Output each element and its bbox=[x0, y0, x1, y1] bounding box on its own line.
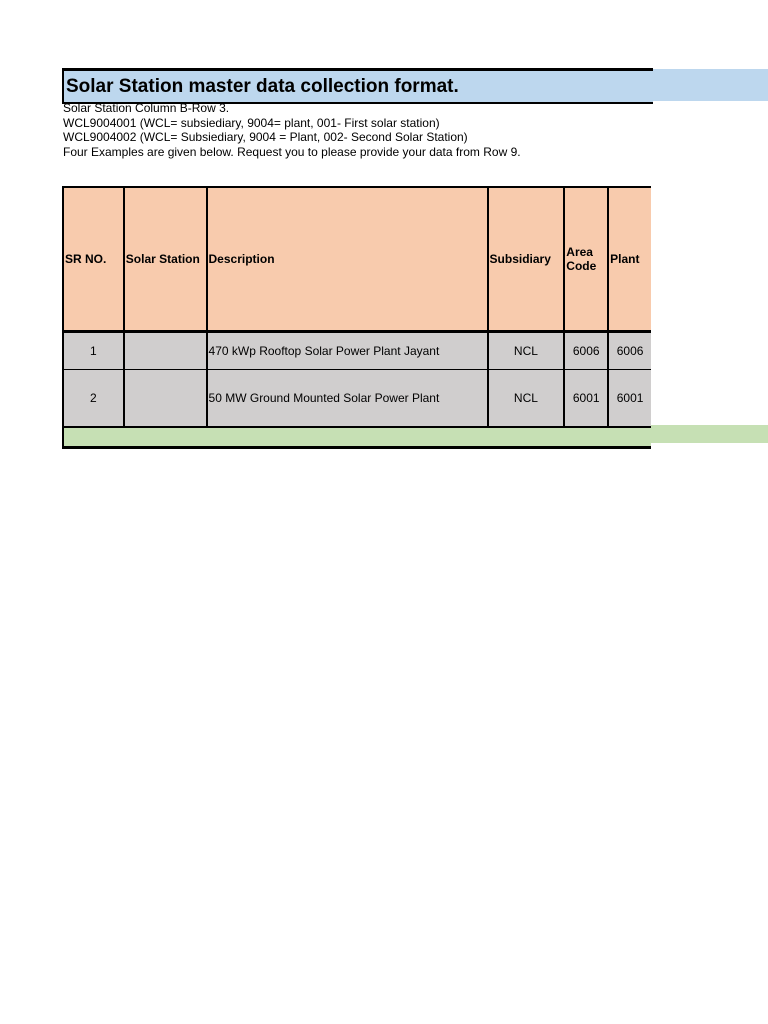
footer-row[interactable] bbox=[62, 428, 651, 449]
master-data-table bbox=[62, 186, 651, 449]
instructions-block bbox=[63, 101, 521, 159]
header-solar-station[interactable]: Solar Station bbox=[125, 188, 208, 330]
note-line[interactable]: WCL9004002 (WCL= Subsiediary, 9004 = Plant, 002- Second Solar Station) bbox=[63, 130, 468, 144]
cell-subsidiary[interactable]: NCL bbox=[489, 370, 566, 426]
header-sr-no[interactable]: SR NO. bbox=[64, 188, 125, 330]
cell-sr-no[interactable]: 2 bbox=[64, 370, 125, 426]
table-row bbox=[62, 333, 651, 370]
cell-solar-station[interactable] bbox=[125, 333, 208, 369]
table-row bbox=[62, 370, 651, 428]
cell-area-code[interactable]: 6001 bbox=[565, 370, 609, 426]
note-line[interactable]: WCL9004001 (WCL= subsiediary, 9004= plant, 001- First solar station) bbox=[63, 115, 440, 130]
cell-description[interactable]: 470 kWp Rooftop Solar Power Plant Jayant bbox=[208, 333, 489, 369]
sheet-title[interactable]: Solar Station master data collection format. bbox=[62, 68, 653, 104]
header-plant[interactable]: Plant bbox=[610, 252, 640, 266]
cell-plant[interactable]: 6006 bbox=[616, 344, 644, 358]
cell-sr-no[interactable]: 1 bbox=[64, 333, 125, 369]
footer-row-fill bbox=[651, 425, 768, 443]
cell-description[interactable]: 50 MW Ground Mounted Solar Power Plant bbox=[208, 370, 489, 426]
header-description[interactable]: Description bbox=[208, 188, 489, 330]
title-row-fill bbox=[651, 69, 768, 101]
header-area-code[interactable] bbox=[565, 188, 609, 330]
table-header-row bbox=[62, 186, 651, 333]
cell-subsidiary[interactable]: NCL bbox=[489, 333, 566, 369]
cell-area-code[interactable]: 6006 bbox=[565, 333, 609, 369]
cell-plant[interactable]: 6001 bbox=[616, 391, 644, 405]
note-line[interactable]: Solar Station Column B-Row 3. bbox=[63, 101, 230, 115]
cell-solar-station[interactable] bbox=[125, 370, 208, 426]
header-area-code-line2: Code bbox=[566, 259, 597, 273]
header-area-code-line1: Area bbox=[566, 245, 593, 259]
note-line[interactable]: Four Examples are given below. Request you to please provide your data from Row 9. bbox=[63, 144, 521, 159]
header-subsidiary[interactable]: Subsidiary bbox=[489, 188, 566, 330]
